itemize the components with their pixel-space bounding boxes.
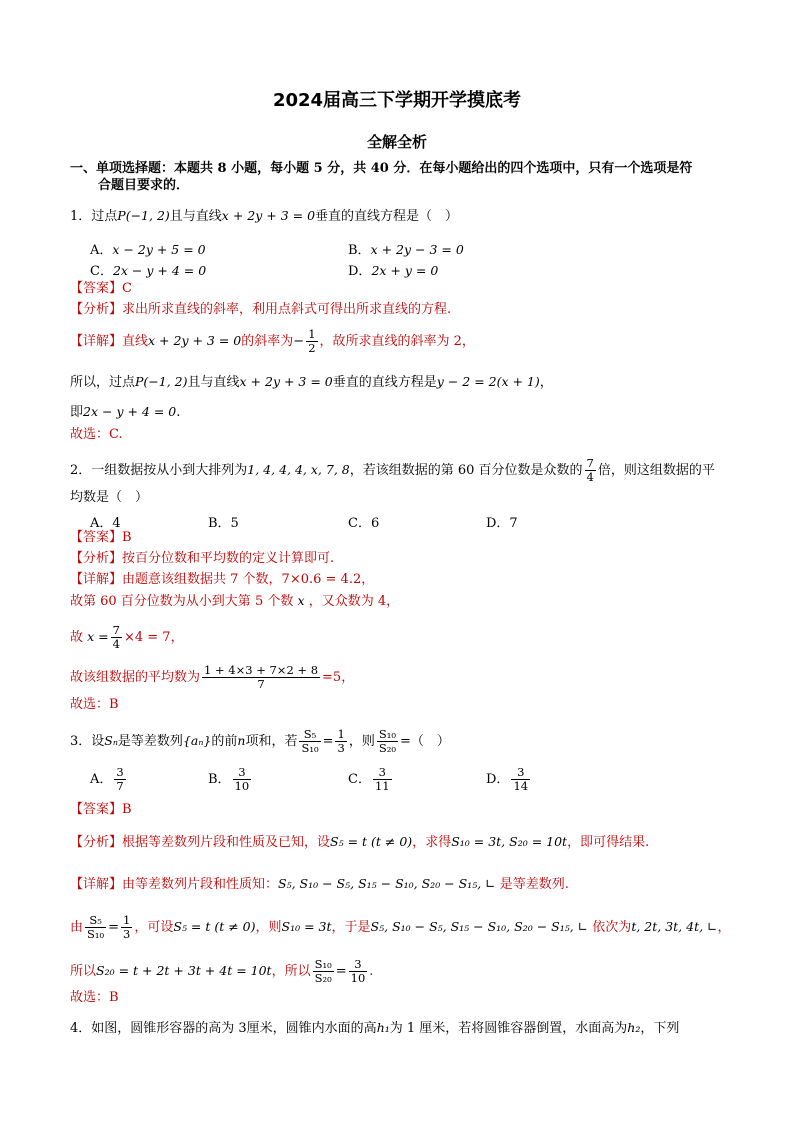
q3-detail: 【详解】由等差数列片段和性质知：S₅, S₁₀ − S₅, S₁₅ − S₁₀, S₂₀ − S₁₅, ∟ 是等差数列. (70, 876, 569, 892)
q4-stem: 4．如图，圆锥形容器的高为 3厘米，圆锥内水面的高h₁为 1 厘米，若将圆锥容器倒置，水面高为h₂，下列 (70, 1020, 680, 1036)
q1-detail-line2: 所以，过点P(−1, 2)且与直线x + 2y + 3 = 0垂直的直线方程是y − 2 = 2(x + 1)， (70, 374, 553, 390)
q1-option-a: A．x − 2y + 5 = 0 (90, 242, 206, 258)
page-subtitle: 全解全析 (366, 133, 427, 151)
q2-detail-line2: 故第 60 百分位数为从小到大第 5 个数 x ，又众数为 4， (70, 593, 400, 609)
q1-detail-line3: 即2x − y + 4 = 0. (70, 404, 181, 420)
q1-option-b: B．x + 2y − 3 = 0 (348, 242, 464, 258)
section-header: 一、单项选择题：本题共 8 小题，每小题 5 分，共 40 分．在每小题给出的四个选项中，只有一个选项是符 (70, 161, 693, 176)
q1-answer: 【答案】C (70, 281, 132, 296)
q3-option-a: A． $\frac{3}{7}$ (90, 765, 124, 793)
q2-option-c: C．6 (348, 516, 380, 531)
q1-choose: 故选：C. (70, 427, 123, 442)
q2-option-a: A．4 (90, 516, 121, 531)
q2-option-d: D．7 (486, 516, 518, 531)
q3-option-c: C． $\frac{3}{11}$ (348, 765, 390, 793)
q3-detail-line2: 由 $\frac{\text{S₅}}{\text{S₁₀}}$ = $\frac{1}{3}$ ，可设S₅ = t (t ≠ 0)，则S₁₀ = 3t，于是S₅, S₁₀ − S₅, S₁₅ − S₁₀, S₂₀ − S₁₅, ∟ 依次为t, 2t, 3t, 4t, ∟， (70, 913, 731, 941)
q3-answer: 【答案】B (70, 802, 132, 817)
page-title: 2024届高三下学期开学摸底考 (272, 90, 522, 111)
q2-stem-cont: 均数是（ ） (70, 490, 149, 505)
q2-answer: 【答案】B (70, 530, 132, 545)
q1-option-c: C．2x − y + 4 = 0 (90, 263, 207, 279)
q2-detail-line3: 故 x = $\frac{7}{4}$ ×4 = 7， (70, 623, 184, 651)
q2-option-b: B．5 (208, 516, 239, 531)
q3-analysis: 【分析】根据等差数列片段和性质及已知，设S₅ = t (t ≠ 0)，求得S₁₀ = 3t, S₂₀ = 10t，即可得结果. (70, 834, 650, 850)
q3-detail-line3: 所以S₂₀ = t + 2t + 3t + 4t = 10t，所以 $\frac{\text{S₁₀}}{\text{S₂₀}}$ = $\frac{3}{10}$ . (70, 957, 374, 985)
q1-detail: 【详解】直线x + 2y + 3 = 0的斜率为− $\frac{1}{2}$ ，故所求直线的斜率为 2， (70, 327, 475, 355)
q1-option-d: D．2x + y = 0 (348, 263, 439, 279)
section-header-cont: 合题目要求的． (98, 178, 190, 193)
q2-choose: 故选：B (70, 697, 119, 712)
q2-stem: 2．一组数据按从小到大排列为1, 4, 4, 4, x, 7, 8，若该组数据的第 60 百分位数是众数的 $\frac{7}{4}$ 倍，则这组数据的平 (70, 456, 715, 484)
q3-option-d: D． $\frac{3}{14}$ (486, 765, 529, 793)
q1-analysis: 【分析】求出所求直线的斜率，利用点斜式可得出所求直线的方程. (70, 302, 452, 317)
q3-option-b: B． $\frac{3}{10}$ (208, 765, 250, 793)
q2-detail: 【详解】由题意该组数据共 7 个数，7×0.6 = 4.2， (70, 572, 375, 587)
q2-detail-line4: 故该组数据的平均数为 $\frac{1 + 4\times 3 + 7\times 2 + 8}{7}$ =5， (70, 663, 355, 691)
q3-stem: 3．设Sₙ是等差数列{aₙ}的前n项和，若 $\frac{\text{S₅}}{\text{S₁₀}}$ = $\frac{1}{3}$ ，则 $\frac{\text{S₁₀}}{\text{S₂₀}}$ =（ ） (70, 727, 450, 755)
q3-choose: 故选：B (70, 990, 119, 1005)
q2-analysis: 【分析】按百分位数和平均数的定义计算即可. (70, 551, 335, 566)
q1-stem: 1．过点P(−1, 2)且与直线x + 2y + 3 = 0垂直的直线方程是（ ） (70, 208, 459, 224)
